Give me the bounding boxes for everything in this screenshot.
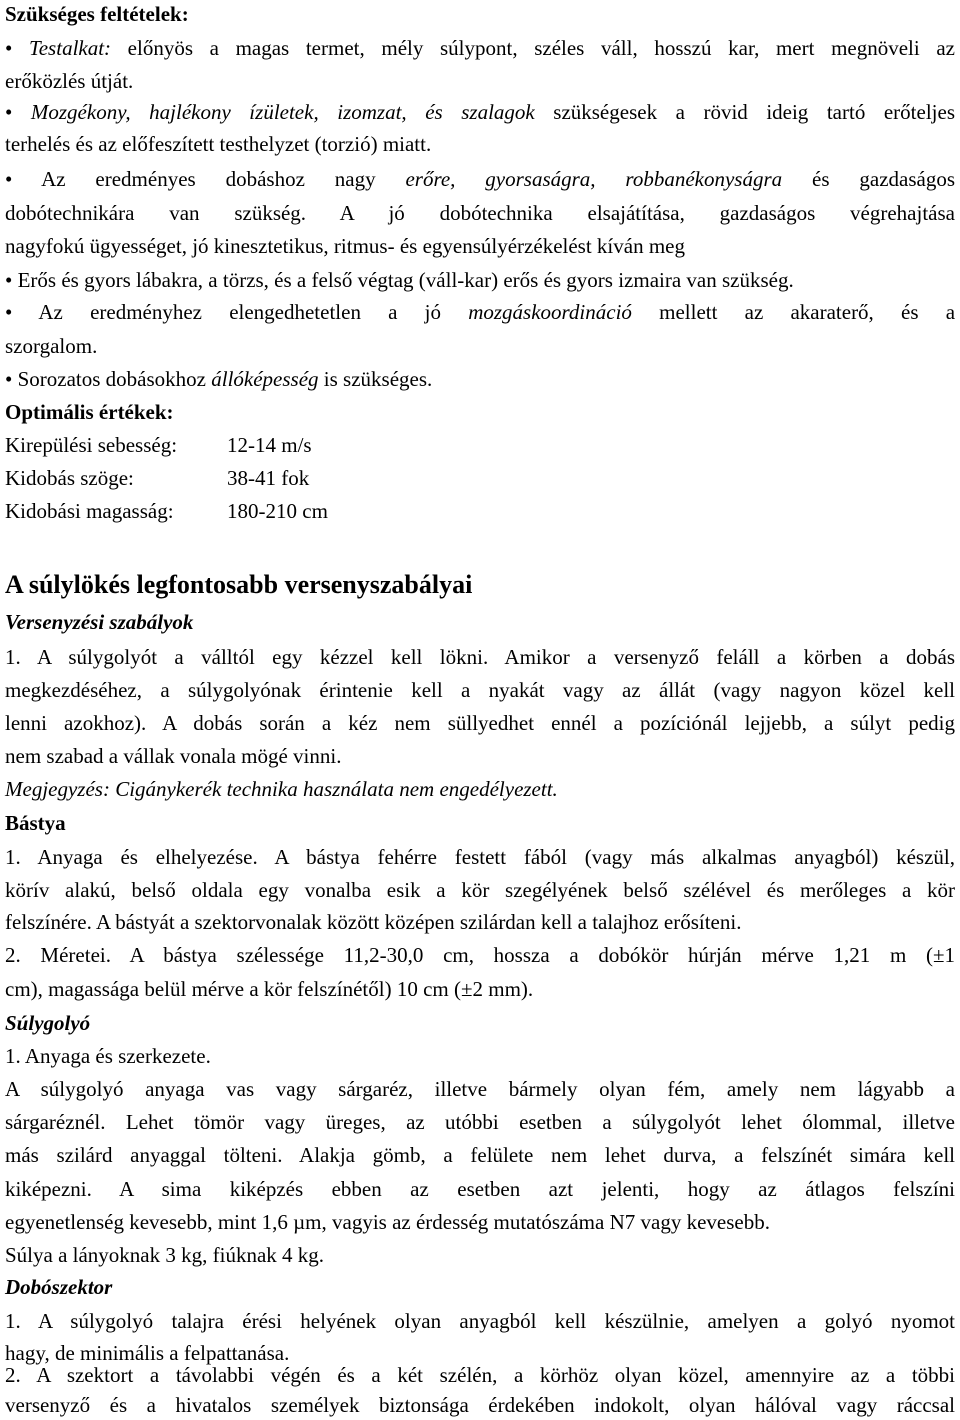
paragraph-line: A súlygolyó anyaga vas vagy sárgaréz, illetve bármely olyan fém, amely nem lágyabb a <box>5 1077 955 1101</box>
paragraph-line: hagy, de minimális a felpattanása. <box>5 1341 290 1365</box>
optimal-row <box>5 433 955 457</box>
paragraph-line: cm), magassága belül mérve a kör felszínétől) 10 cm (±2 mm). <box>5 977 534 1001</box>
paragraph-line: lenni azokhoz). A dobás során a kéz nem süllyedhet ennél a pozíciónál lejjebb, a súlyt pedig <box>5 711 955 735</box>
text-line: dobótechnikára van szükség. A jó dobótechnika elsajátítása, gazdaságos végrehajtása <box>5 201 955 225</box>
bullet-endurance: • Sorozatos dobásokhoz állóképesség is szükséges. <box>5 367 433 391</box>
paragraph-line: 1. A súlygolyót a válltól egy kézzel kell lökni. Amikor a versenyző feláll a körben a dobás <box>5 645 955 669</box>
paragraph-line: sárgaréznél. Lehet tömör vagy üreges, az utóbbi esetben a súlygolyót lehet ólommal, illetve <box>5 1110 955 1134</box>
text-line: szorgalom. <box>5 334 98 358</box>
paragraph-line: felszínére. A bástyát a szektorvonalak között középen szilárdan kell a talajhoz erősíteni. <box>5 910 742 934</box>
paragraph-line: körív alakú, belső oldala egy vonalba esik a kör szegélyének belső szélével és merőleges a kör <box>5 878 955 902</box>
optimal-row <box>5 466 955 490</box>
note-line: Megjegyzés: Cigánykerék technika használata nem engedélyezett. <box>5 777 558 801</box>
optimal-value: 180-210 cm <box>227 499 328 523</box>
paragraph-line: 1. Anyaga és elhelyezése. A bástya fehérre festett fából (vagy más alkalmas anyagból) készül, <box>5 845 955 869</box>
optimal-label: Kidobás szöge: <box>5 466 134 490</box>
bullet-legs: • Erős és gyors lábakra, a törzs, és a felső végtag (váll-kar) erős és gyors izmaira van szükség. <box>5 268 794 292</box>
paragraph-line: versenyző és a hivatalos személyek biztonsága érdekében indokolt, olyan hálóval vagy ráccsal <box>5 1393 955 1417</box>
paragraph-line: 1. A súlygolyó talajra érési helyének olyan anyagból kell készülnie, amelyen a golyó nyomot <box>5 1309 955 1333</box>
bullet-physique: • Testalkat: előnyös a magas termet, mély súlypont, széles váll, hosszú kar, mert megnöveli az <box>5 36 955 60</box>
paragraph-line: 2. A szektort a távolabbi végén és a két szélén, a körhöz olyan közel, amennyire az a többi <box>5 1363 955 1387</box>
paragraph-line: egyenetlenség kevesebb, mint 1,6 µm, vagyis az érdesség mutatószáma N7 vagy kevesebb. <box>5 1210 770 1234</box>
optimal-row <box>5 499 955 523</box>
text-line: nagyfokú ügyességet, jó kinesztetikus, ritmus- és egyensúlyérzékelést kíván meg <box>5 234 685 258</box>
heading-prerequisites: Szükséges feltételek: <box>5 2 189 26</box>
bullet-flexibility: • Mozgékony, hajlékony ízületek, izomzat, és szalagok szükségesek a rövid ideig tartó erőteljes <box>5 100 955 124</box>
section-title: A súlylökés legfontosabb versenyszabályai <box>5 570 473 599</box>
paragraph-line: kiképezni. A sima kiképzés ebben az esetben azt jelenti, hogy az átlagos felszíni <box>5 1177 955 1201</box>
subheading-competition-rules: Versenyzési szabályok <box>5 610 194 634</box>
bullet-coordination: • Az eredményhez elengedhetetlen a jó mozgáskoordináció mellett az akaraterő, és a <box>5 300 956 324</box>
paragraph-line: megkezdéséhez, a súlygolyónak érintenie kell a nyakát vagy az állát (vagy nagyon közel kell <box>5 678 955 702</box>
text-line: terhelés és az előfeszített testhelyzet (torzió) miatt. <box>5 132 432 156</box>
paragraph-line: 1. Anyaga és szerkezete. <box>5 1044 211 1068</box>
bullet-strength: • Az eredményes dobáshoz nagy erőre, gyorsaságra, robbanékonyságra és gazdaságos <box>5 167 956 191</box>
heading-optimal-values: Optimális értékek: <box>5 400 174 424</box>
paragraph-line: Súlya a lányoknak 3 kg, fiúknak 4 kg. <box>5 1243 325 1267</box>
optimal-label: Kirepülési sebesség: <box>5 433 178 457</box>
optimal-value: 38-41 fok <box>227 466 310 490</box>
subheading-sulygolyo: Súlygolyó <box>5 1011 91 1035</box>
subheading-doboszektor: Dobószektor <box>5 1275 113 1299</box>
paragraph-line: 2. Méretei. A bástya szélessége 11,2-30,0 cm, hossza a dobókör húrján mérve 1,21 m (±1 <box>5 943 955 967</box>
text-line: erőközlés útját. <box>5 69 134 93</box>
optimal-label: Kidobási magasság: <box>5 499 174 523</box>
paragraph-line: más szilárd anyaggal tölteni. Alakja gömb, a felülete nem lehet durva, a felszínét simára kell <box>5 1143 955 1167</box>
optimal-value: 12-14 m/s <box>227 433 312 457</box>
paragraph-line: nem szabad a vállak vonala mögé vinni. <box>5 744 342 768</box>
subheading-bastya: Bástya <box>5 811 66 835</box>
